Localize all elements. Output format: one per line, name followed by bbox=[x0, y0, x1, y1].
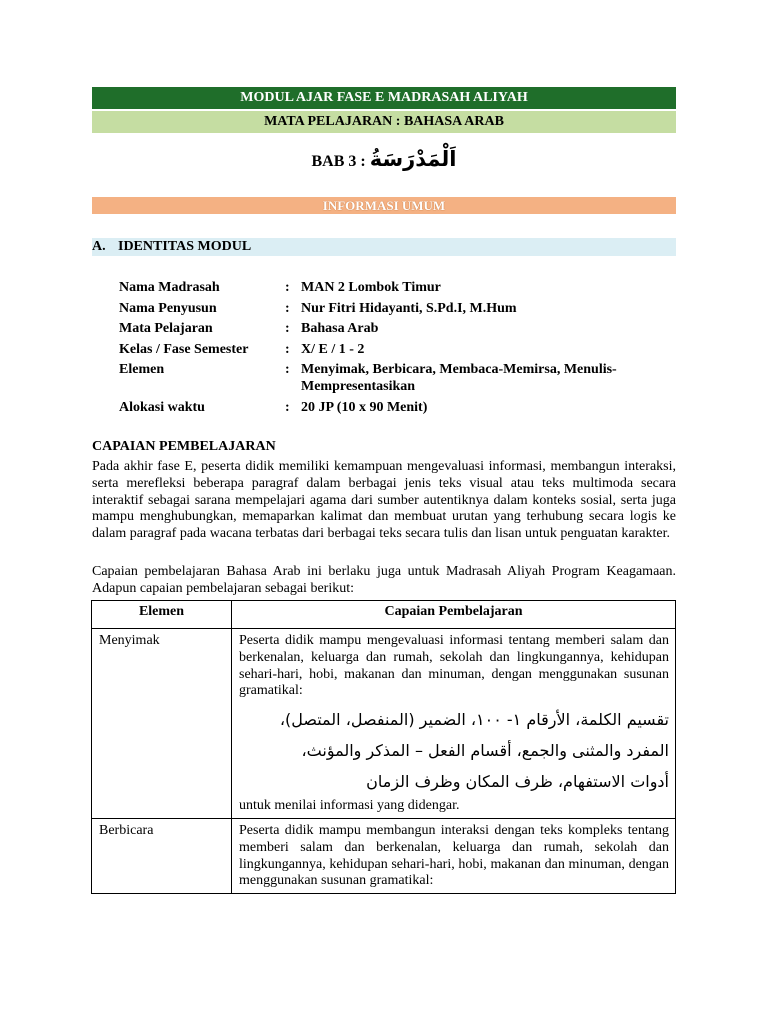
outcome-cell bbox=[232, 629, 676, 819]
info-key: Alokasi waktu bbox=[119, 399, 205, 415]
info-value: MAN 2 Lombok Timur bbox=[301, 280, 441, 295]
arabic-line: أدوات الاستفهام، ظرف المكان وظرف الزمان bbox=[366, 772, 669, 792]
table-header-row bbox=[92, 601, 676, 629]
arabic-line: تقسيم الكلمة، الأرقام ١- ١٠٠، الضمير (المنفصل، المتصل)، bbox=[279, 710, 669, 730]
identity-info-list bbox=[119, 279, 679, 419]
element-cell: Menyimak bbox=[92, 629, 232, 819]
info-colon: : bbox=[285, 341, 290, 357]
chapter-title bbox=[92, 142, 676, 176]
table-row bbox=[92, 818, 676, 893]
info-row bbox=[119, 300, 679, 317]
info-value: 20 JP (10 x 90 Menit) bbox=[301, 399, 428, 415]
info-colon: : bbox=[285, 321, 290, 336]
info-value: Menyimak, Berbicara, Membaca-Memirsa, Menulis-Mempresentasikan bbox=[301, 362, 617, 394]
learning-outcomes-note: Capaian pembelajaran Bahasa Arab ini berlaku juga untuk Madrasah Aliyah Program Keagamaan. Adapun capaian pembelajaran sebagai berikut: bbox=[92, 564, 676, 596]
element-cell: Berbicara bbox=[92, 818, 232, 893]
table-row bbox=[92, 629, 676, 819]
info-key: Mata Pelajaran bbox=[119, 321, 213, 336]
info-value: Bahasa Arab bbox=[301, 321, 379, 336]
info-row bbox=[119, 320, 679, 337]
info-colon: : bbox=[285, 362, 290, 377]
info-colon: : bbox=[285, 280, 290, 295]
info-key: Nama Penyusun bbox=[119, 300, 217, 316]
general-info-banner: INFORMASI UMUM bbox=[92, 197, 676, 214]
info-row bbox=[119, 341, 679, 358]
outcome-text: Peserta didik mampu membangun interaksi dengan teks kompleks tentang memberi salam dan berkenalan, keluarga dan rumah, sekolah dan lingkungannya, kehidupan sehari-hari, hobi, makanan dan minuman, dengan menggunakan susunan gramatikal: bbox=[239, 822, 669, 889]
info-value: Nur Fitri Hidayanti, S.Pd.I, M.Hum bbox=[301, 300, 517, 316]
arabic-grammar-list bbox=[239, 704, 669, 797]
subject-banner: MATA PELAJARAN : BAHASA ARAB bbox=[92, 111, 676, 133]
chapter-arabic-title: اَلْمَدْرَسَةُ bbox=[369, 147, 457, 171]
info-key: Nama Madrasah bbox=[119, 280, 220, 295]
arabic-line: المفرد والمثنى والجمع، أقسام الفعل – المذكر والمؤنث، bbox=[301, 741, 669, 761]
learning-outcomes-paragraph: Pada akhir fase E, peserta didik memiliki kemampuan mengevaluasi informasi, membangun interaksi, serta merefleksi beberapa paragraf dalam berbagai jenis teks visual atau teks multimoda secara interaktif sebagai sarana mempelajari agama dari sumber autentiknya dalam konteks sosial, serta juga mampu menghubungkan, memaparkan kalimat dan membuat urutan yang terhubung secara logis ke dalam paragraf pada wacana terbatas dari berbagai teks secara tulis dan lisan untuk penguatan karakter. bbox=[92, 459, 676, 542]
info-row bbox=[119, 279, 679, 296]
module-title-banner: MODUL AJAR FASE E MADRASAH ALIYAH bbox=[92, 87, 676, 109]
table-header: Capaian Pembelajaran bbox=[232, 601, 676, 629]
info-value: X/ E / 1 - 2 bbox=[301, 341, 365, 357]
info-key: Kelas / Fase Semester bbox=[119, 341, 249, 357]
info-colon: : bbox=[285, 300, 290, 316]
info-key: Elemen bbox=[119, 362, 165, 377]
outcome-cell bbox=[232, 818, 676, 893]
chapter-label: BAB 3 : bbox=[311, 153, 370, 170]
section-number: A. bbox=[92, 239, 106, 254]
table-header: Elemen bbox=[92, 601, 232, 629]
learning-outcomes-heading: CAPAIAN PEMBELAJARAN bbox=[92, 439, 276, 454]
learning-outcomes-table bbox=[91, 600, 676, 894]
identity-section-heading bbox=[92, 238, 676, 256]
info-row bbox=[119, 399, 679, 416]
outcome-text: Peserta didik mampu mengevaluasi informasi tentang memberi salam dan berkenalan, keluarga dan rumah, sekolah dan lingkungannya, kehidupan sehari-hari, hobi, makanan dan minuman, dengan menggunakan susunan gramatikal: bbox=[239, 633, 669, 699]
outcome-footer: untuk menilai informasi yang didengar. bbox=[239, 798, 460, 814]
section-title: IDENTITAS MODUL bbox=[118, 239, 252, 254]
info-colon: : bbox=[285, 399, 290, 415]
info-row bbox=[119, 361, 679, 395]
